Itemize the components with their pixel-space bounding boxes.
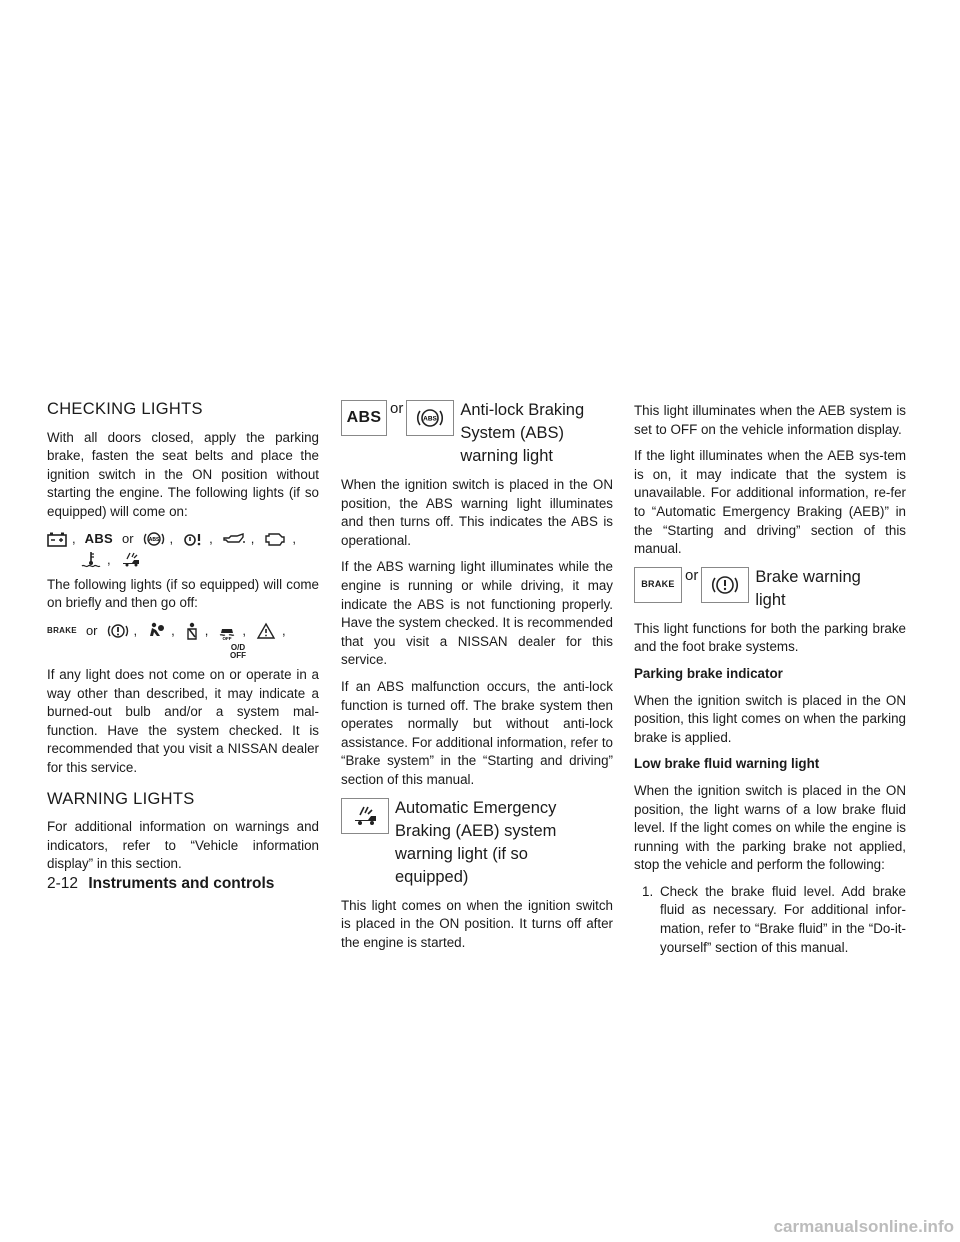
- abs-text-icon: ABS: [84, 530, 113, 546]
- engine-temperature-icon: [80, 551, 102, 569]
- abs-circle-icon: [143, 530, 165, 548]
- parking-brake-text: When the ignition switch is placed in the ON position, this light comes on when the parking brake is applied.: [634, 692, 906, 745]
- checking-lights-heading: CHECKING LIGHTS: [47, 400, 203, 418]
- column-1: [47, 400, 319, 882]
- abs-text-3: If an ABS malfunction occurs, the anti-lock function is turned off. The brake system then operates normally but without anti-lock assistance. For additional information, refer to “Brake system” in the “Starting and driving” section of this manual.: [341, 678, 613, 787]
- brake-warning-header: BRAKE or Brake warning light: [634, 567, 906, 612]
- vdc-off-icon: [217, 621, 237, 641]
- brake-circle-box-icon: [701, 567, 749, 603]
- svg-text:OFF: OFF: [222, 635, 232, 641]
- watermark: carmanualsonline.info: [773, 1217, 954, 1236]
- brake-text-box-icon: BRAKE: [634, 567, 682, 603]
- battery-icon: [47, 531, 67, 547]
- airbag-warning-icon: [146, 622, 166, 640]
- column-2: [341, 400, 613, 960]
- brake-text-1: This light functions for both the parking brake and the foot brake systems.: [634, 620, 906, 655]
- seat-belt-warning-icon: [184, 622, 200, 640]
- light-malfunction-text: If any light does not come on or operate in a way other than described, it may indicate a burned-out bulb and/or a system mal-function. Have the system checked. It is recommended that you visit a NISSAN dealer for this service.: [47, 666, 319, 775]
- abs-text-1: When the ignition switch is placed in the ON position, the ABS warning light illuminates and then turns off. This indicates the ABS is operational.: [341, 477, 613, 548]
- aeb-warning-header: [341, 798, 613, 889]
- aeb-warning-title: Automatic Emergency Braking (AEB) system warning light (if so equipped): [395, 798, 557, 886]
- od-off-icon: O/D OFF: [230, 642, 246, 660]
- aeb-text-2: This light illuminates when the AEB system is set to OFF on the vehicle information display.: [634, 403, 906, 437]
- warning-lights-text: For additional information on warnings and indicators, refer to “Vehicle information display” in this section.: [47, 819, 319, 872]
- section-title: Instruments and controls: [88, 875, 275, 892]
- oil-pressure-warning-icon: [182, 531, 204, 547]
- checking-lights-intro: With all doors closed, apply the parking brake, fasten the seat belts and place the ignition switch in the ON position without starting the engine. The following lights (if so equipped) will come on:: [47, 429, 319, 519]
- abs-text-2: If the ABS warning light illuminates while the engine is running or while driving, it may indicate the ABS is not functioning properly. Have the system checked. It is recommended that you visit a NISSAN dealer for this service.: [341, 559, 613, 668]
- svg-text:ABS: ABS: [423, 415, 438, 423]
- procedure-list: [634, 883, 906, 957]
- malfunction-indicator-icon: [263, 531, 287, 547]
- icons-row-2: BRAKE or , , , OFF , , O/D OFF: [47, 622, 286, 660]
- icons-row-1: , ABS or ABS , , , , ,: [47, 530, 319, 570]
- list-item: 1. Check the brake fluid level. Add brake fluid as necessary. For additional infor-mation, refer to “Brake fluid” in the “Do-it-yourself” section of this manual.: [642, 883, 906, 955]
- brake-circle-icon: [107, 622, 129, 640]
- warning-lights-heading: WARNING LIGHTS: [47, 789, 195, 808]
- abs-warning-title: Anti-lock Braking System (ABS) warning light: [460, 401, 585, 465]
- brake-warning-title: Brake warning light: [755, 567, 861, 609]
- abs-text-box-icon: ABS: [341, 400, 387, 436]
- abs-circle-box-icon: [406, 400, 454, 436]
- aeb-warning-icon: [120, 551, 142, 569]
- column-3: [634, 402, 906, 957]
- master-warning-icon: [255, 622, 277, 640]
- briefly-lights-text: The following lights (if so equipped) will come on briefly and then go off:: [47, 576, 319, 611]
- engine-oil-icon: [222, 532, 246, 546]
- abs-warning-header: ABS or ABS Anti-lock Braking System (ABS) warning light: [341, 400, 613, 468]
- parking-brake-subheading: Parking brake indicator: [634, 665, 783, 681]
- aeb-box-icon: [341, 798, 389, 834]
- brake-text-icon: BRAKE: [47, 625, 77, 635]
- aeb-text-1: This light comes on when the ignition switch is placed in the ON position. It turns off after the engine is started.: [341, 897, 613, 950]
- svg-text:ABS: ABS: [148, 536, 159, 543]
- page-footer: [47, 875, 274, 893]
- low-fluid-subheading: Low brake fluid warning light: [634, 756, 820, 772]
- low-fluid-text: When the ignition switch is placed in the ON position, the light warns of a low brake fluid level. If the light comes on while the engine is running with the parking brake not applied, stop the vehicle and perform the following:: [634, 782, 906, 873]
- aeb-text-3: If the light illuminates when the AEB sys-tem is on, it may indicate that the system is unavailable. For additional information, re-fer to “Automatic Emergency Braking (AEB)” in the “Starting and driving” section of this manual.: [634, 448, 906, 557]
- page-number: 2-12: [47, 875, 79, 892]
